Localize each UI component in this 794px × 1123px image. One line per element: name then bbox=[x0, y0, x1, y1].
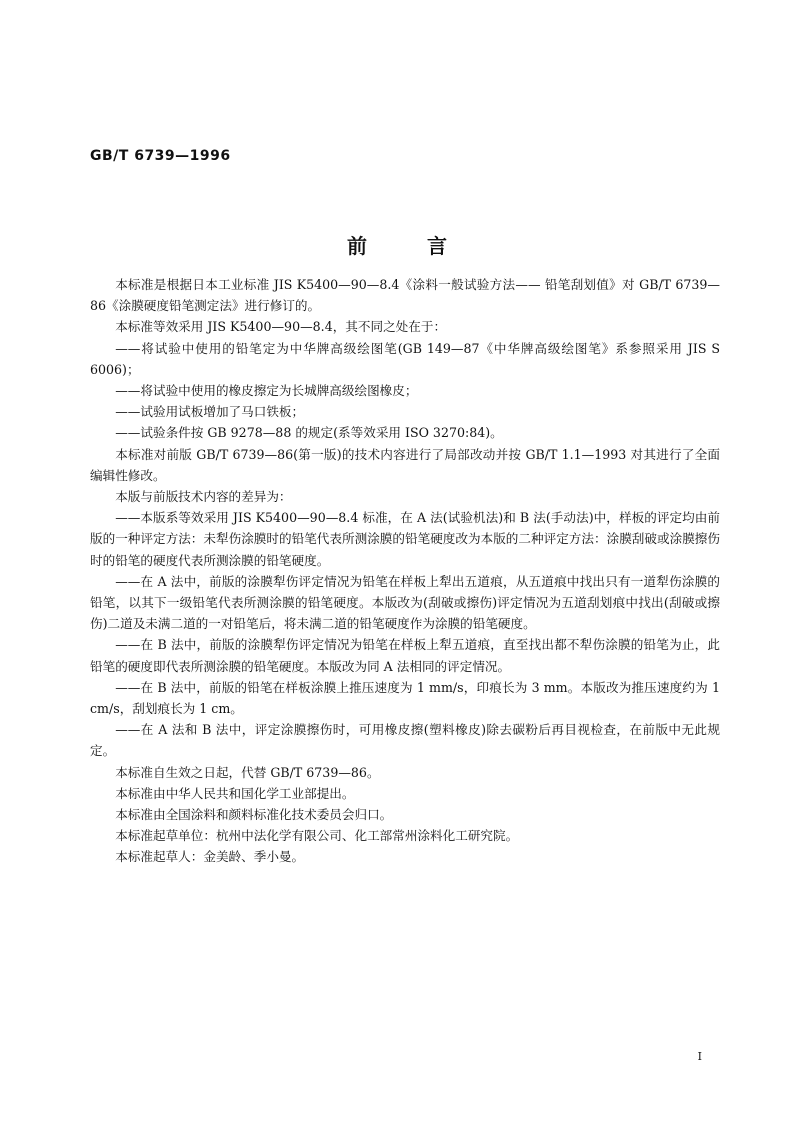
paragraph: 本标准由中华人民共和国化学工业部提出。 bbox=[115, 785, 355, 801]
paragraph: 本标准对前版 GB/T 6739—86(第一版)的技术内容进行了局部改动并按 GB/T 1.1—1993 对其进行了全面编辑性修改。 bbox=[90, 446, 720, 483]
document-body bbox=[90, 274, 720, 868]
paragraph: 本标准等效采用 JIS K5400—90—8.4，其不同之处在于： bbox=[115, 319, 447, 335]
list-item: ——在 B 法中，前版的铅笔在样板涂膜上推压速度为 1 mm/s，印痕长为 3 mm。本版改为推压速度约为 1 cm/s，刮划痕长为 1 cm。 bbox=[90, 679, 720, 717]
paragraph: 本标准是根据日本工业标准 JIS K5400—90—8.4《涂料一般试验方法—— 铅笔刮划值》对 GB/T 6739—86《涂膜硬度铅笔测定法》进行修订的。 bbox=[90, 277, 720, 314]
list-item: ——在 B 法中，前版的涂膜犁伤评定情况为铅笔在样板上犁五道痕，直至找出都不犁伤涂膜的铅笔为止，此铅笔的硬度即代表所测涂膜的铅笔硬度。本版改为同 A 法相同的评定情况。 bbox=[90, 637, 720, 674]
list-item: ——将试验中使用的橡皮擦定为长城牌高级绘图橡皮； bbox=[115, 383, 418, 399]
list-item: ——本版系等效采用 JIS K5400—90—8.4 标准，在 A 法(试验机法)和 B 法(手动法)中，样板的评定均由前版的一种评定方法：未犁伤涂膜时的铅笔代表所测涂膜的铅笔硬度改为本版的二种评定方法：涂膜刮破或涂膜擦伤时的铅笔的硬度代表所测涂膜的铅笔硬度。 bbox=[90, 510, 720, 568]
paragraph: 本标准自生效之日起，代替 GB/T 6739—86。 bbox=[115, 764, 380, 780]
paragraph: 本标准由全国涂料和颜料标准化技术委员会归口。 bbox=[115, 807, 393, 823]
list-item: ——在 A 法中，前版的涂膜犁伤评定情况为铅笔在样板上犁出五道痕，从五道痕中找出只有一道犁伤涂膜的铅笔，以其下一级铅笔代表所测涂膜的铅笔硬度。本版改为(刮破或擦伤)评定情况为五道刮划痕中找出(刮破或擦伤)二道及未满二道的一对铅笔后，将未满二道的铅笔硬度作为涂膜的铅笔硬度。 bbox=[90, 573, 720, 632]
list-item: ——在 A 法和 B 法中，评定涂膜擦伤时，可用橡皮擦(塑料橡皮)除去碳粉后再目视检查，在前版中无此规定。 bbox=[90, 722, 720, 759]
page-number: I bbox=[697, 1050, 702, 1063]
list-item: ——试验条件按 GB 9278—88 的规定(系等效采用 ISO 3270:84)。 bbox=[115, 425, 503, 441]
paragraph: 本标准起草单位：杭州中法化学有限公司、化工部常州涂料化工研究院。 bbox=[115, 828, 519, 844]
list-item: ——将试验中使用的铅笔定为中华牌高级绘图笔(GB 149—87《中华牌高级绘图笔》系参照采用 JIS S 6006)； bbox=[90, 340, 720, 377]
standard-code-header: GB/T 6739—1996 bbox=[90, 148, 231, 164]
page-title: 前言 bbox=[347, 234, 507, 258]
paragraph: 本版与前版技术内容的差异为： bbox=[115, 489, 292, 505]
list-item: ——试验用试板增加了马口铁板； bbox=[115, 404, 305, 420]
paragraph: 本标准起草人：金美龄、季小曼。 bbox=[115, 849, 305, 865]
